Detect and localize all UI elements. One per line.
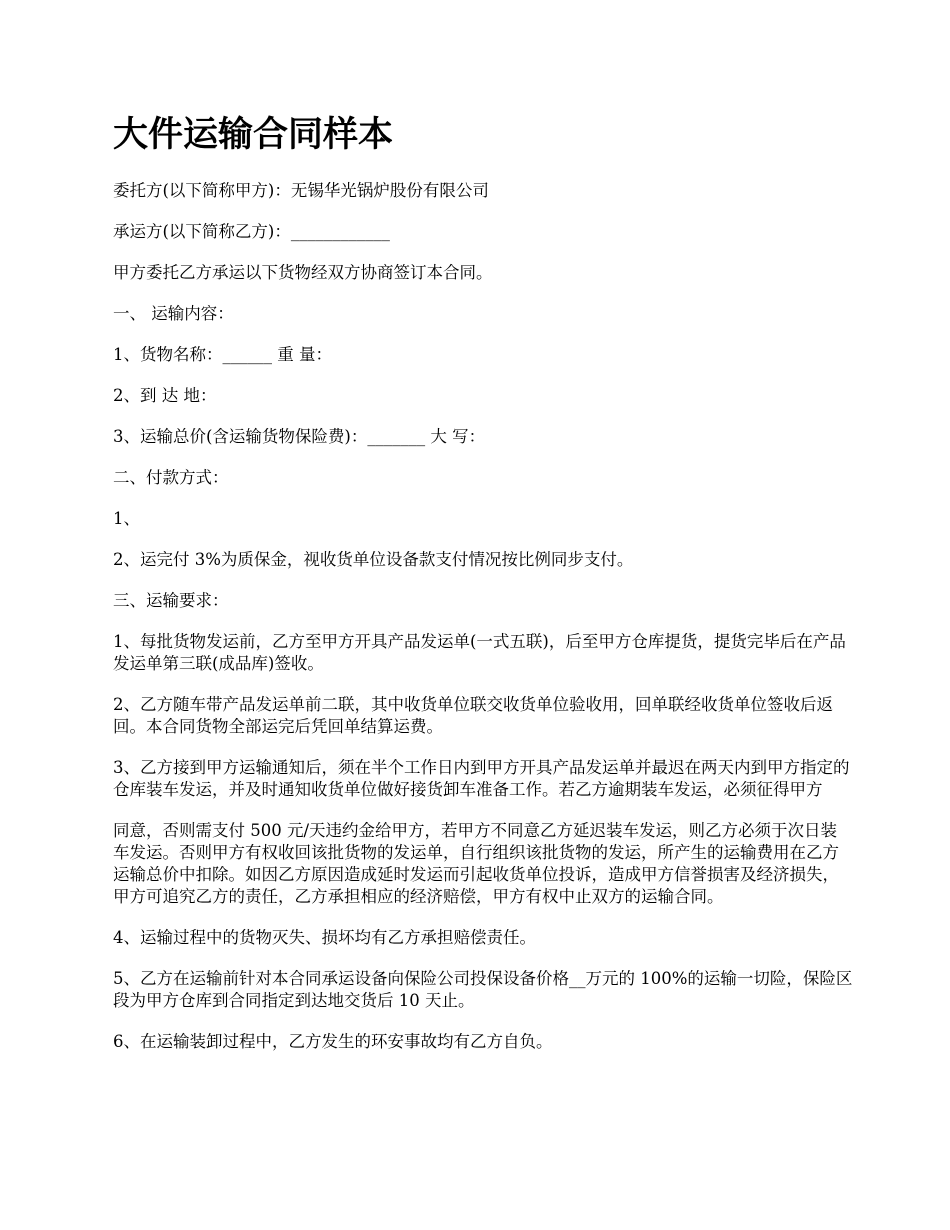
clause-requirement-4: 4、运输过程中的货物灭失、损坏均有乙方承担赔偿责任。 <box>113 928 536 947</box>
clause-goods-name: 1、货物名称：______ 重 量： <box>113 345 332 364</box>
clause-requirement-2: 2、乙方随车带产品发运单前二联，其中收货单位联交收货单位验收用，回单联经收货单位签收后返回。本合同货物全部运完后凭回单结算运费。 <box>113 695 833 736</box>
section-heading-transport-content: 一、 运输内容： <box>113 304 234 323</box>
clause-requirement-1: 1、每批货物发运前，乙方至甲方开具产品发运单(一式五联)，后至甲方仓库提货，提货完毕后在产品发运单第三联(成品库)签收。 <box>113 632 846 673</box>
clause-requirement-5: 5、乙方在运输前针对本合同承运设备向保险公司投保设备价格__万元的 100%的运输一切险，保险区段为甲方仓库到合同指定到达地交货后 10 天止。 <box>113 969 853 1010</box>
clause-requirement-3: 3、乙方接到甲方运输通知后，须在半个工作日内到甲方开具产品发运单并最迟在两天内到甲方指定的仓库装车发运，并及时通知收货单位做好接货卸车准备工作。若乙方逾期装车发运，必须征得甲方 <box>113 758 850 799</box>
clause-destination: 2、到 达 地： <box>113 386 217 405</box>
section-heading-payment: 二、付款方式： <box>113 468 229 487</box>
clause-total-price: 3、运输总价(含运输货物保险费)：_______ 大 写： <box>113 427 486 446</box>
clause-intro: 甲方委托乙方承运以下货物经双方协商签订本合同。 <box>113 263 493 282</box>
document-page <box>113 110 853 1072</box>
clause-principal: 委托方(以下简称甲方)：无锡华光锅炉股份有限公司 <box>113 181 489 200</box>
clause-requirement-6: 6、在运输装卸过程中，乙方发生的环安事故均有乙方自负。 <box>113 1032 553 1051</box>
clause-payment-2: 2、运完付 3%为质保金，视收货单位设备款支付情况按比例同步支付。 <box>113 550 634 569</box>
section-heading-requirements: 三、运输要求： <box>113 591 229 610</box>
clause-payment-1: 1、 <box>113 509 140 528</box>
clause-requirement-3-continued: 同意，否则需支付 500 元/天违约金给甲方，若甲方不同意乙方延迟装车发运，则乙方必须于次日装车发运。否则甲方有权收回该批货物的发运单，自行组织该批货物的发运，所产生的运输费用在乙方运输总价中扣除。如因乙方原因造成延时发运而引起收货单位投诉，造成甲方信誉损害及经济损失，甲方可追究乙方的责任，乙方承担相应的经济赔偿，甲方有权中止双方的运输合同。 <box>113 821 839 906</box>
document-title: 大件运输合同样本 <box>113 115 394 155</box>
clause-carrier: 承运方(以下简称乙方)：____________ <box>113 222 390 241</box>
